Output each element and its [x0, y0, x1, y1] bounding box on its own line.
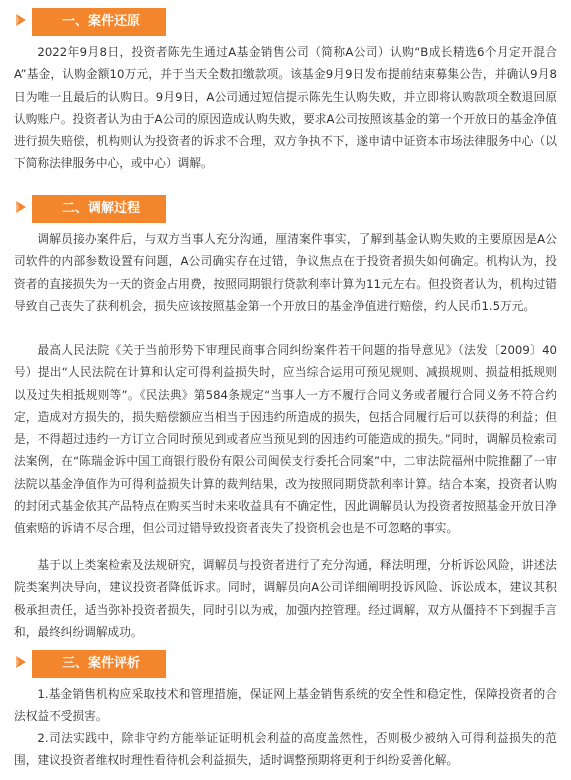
paragraph: 2022年9月8日，投资者陈先生通过A基金销售公司（简称A公司）认购“B成长精选6个月定开混合A”基金，认购金额10万元，并于当天全数扣缴款项。该基金9月9日发布提前结束募集公告，并确认9月8日为唯一且最后的认购日。9月9日，A公司通过短信提示陈先生认购失败，并立即将认购款项全数退回原认购账户。投资者认为由于A公司的原因造成认购失败，要求A公司按照该基金的第一个开放日的基金净值进行损失赔偿，机构则认为投资者的诉求不合理，双方争执不下，遂申请中证资本市场法律服务中心（以下简称法律服务中心，或中心）调解。 [14, 45, 557, 171]
section-heading-mediation-process [14, 195, 166, 223]
paragraph: 1.基金销售机构应采取技术和管理措施，保证网上基金销售系统的安全性和稳定性，保障投资者的合法权益不受损害。 [14, 687, 557, 724]
paragraph: 最高人民法院《关于当前形势下审理民商事合同纠纷案件若干问题的指导意见》（法发〔2009〕40号）提出“人民法院在计算和认定可得利益损失时，应当综合运用可预见规则、减损规则、损益相抵规则以及过失相抵规则等”。《民法典》第584条规定“当事人一方不履行合同义务或者履行合同义务不符合约定，造成对方损失的，损失赔偿额应当相当于因违约所造成的损失，包括合同履行后可以获得的利益；但是，不得超过违约一方订立合同时预见到或者应当预见到的因违约可能造成的损失。”同时，调解员检索司法案例，在“陈瑞金诉中国工商银行股份有限公司闽侯支行委托合同案”中，二审法院福州中院推翻了一审法院以基金净值作为可得利益损失计算的裁判结果，改为按照同期贷款利率计算。结合本案，投资者认购的封闭式基金依其产品特点在购买当时未来收益具有不确定性，因此调解员认为投资者按照基金开放日净值索赔的诉请不尽合理，但公司过错导致投资者丧失了投资机会也是不可忽略的事实。 [14, 343, 557, 536]
section-title: 一、案件还原 [32, 8, 166, 36]
pencil-icon [14, 655, 28, 669]
paragraph: 调解员接办案件后，与双方当事人充分沟通，厘清案件事实，了解到基金认购失败的主要原因是A公司软件的内部参数设置有问题，A公司确实存在过错，争议焦点在于投资者损失如何确定。机构认为，投资者的直接损失为一天的资金占用费，按照同期银行贷款利率计算为11元左右。但投资者认为，机构过错导致自己丧失了获利机会，损失应该按照基金第一个开放日的基金净值进行赔偿，约人民币1.5万元。 [14, 232, 557, 313]
section-title: 三、案件评析 [32, 650, 166, 678]
paragraph: 2.司法实践中，除非守约方能举证证明机会利益的高度盖然性，否则极少被纳入可得利益损失的范围，建议投资者维权时理性看待机会利益损失，适时调整预期将更利于纠纷妥善化解。 [14, 731, 557, 768]
section-title: 二、调解过程 [32, 195, 166, 223]
paragraph: 基于以上类案检索及法规研究，调解员与投资者进行了充分沟通，释法明理，分析诉讼风险，讲述法院类案判决导向，建议投资者降低诉求。同时，调解员向A公司详细阐明投诉风险、诉讼成本，建议其积极承担责任，适当弥补投资者损失，同时引以为戒，加强内控管理。经过调解，双方从僵持不下到握手言和，最终纠纷调解成功。 [14, 558, 557, 639]
pencil-icon [14, 13, 28, 27]
section-heading-case-analysis [14, 650, 166, 678]
pencil-icon [14, 200, 28, 214]
section-heading-case-review [14, 8, 166, 36]
